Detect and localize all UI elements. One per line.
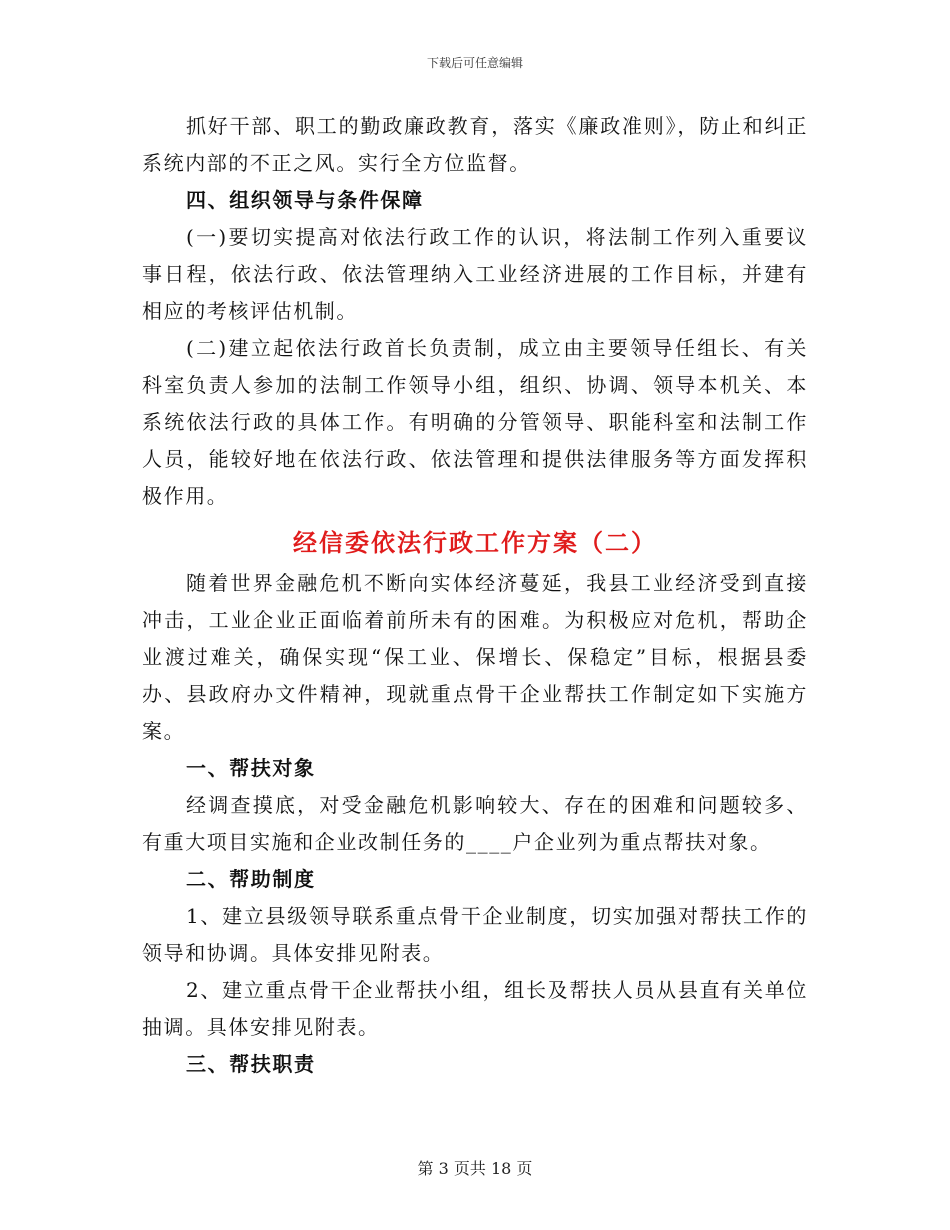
document-title: 经信委依法行政工作方案（二）: [293, 528, 657, 557]
paragraph-targets: 经调查摸底，对受金融危机影响较大、存在的困难和问题较多、有重大项目实施和企业改制任务的____户企业列为重点帮扶对象。: [142, 793, 808, 854]
section-heading-system: 二、帮助制度: [186, 867, 316, 891]
paragraph-introduction: 随着世界金融危机不断向实体经济蔓延，我县工业经济受到直接冲击，工业企业正面临着前所未有的困难。为积极应对危机，帮助企业渡过难关，确保实现“保工业、保增长、保稳定”目标，根据县委办、县政府办文件精神，现就重点骨干企业帮扶工作制定如下实施方案。: [142, 571, 808, 743]
page-footer: 第 3 页共 18 页: [417, 1159, 533, 1178]
page-header: 下载后可任意编辑: [426, 56, 523, 70]
section-heading-targets: 一、帮扶对象: [186, 756, 316, 780]
document-body: [142, 108, 808, 1083]
section-heading-organization: 四、组织领导与条件保障: [186, 188, 424, 212]
paragraph-item-two: (二)建立起依法行政首长负责制，成立由主要领导任组长、有关科室负责人参加的法制工作领导小组，组织、协调、领导本机关、本系统依法行政的具体工作。有明确的分管领导、职能科室和法制工作人员，能较好地在依法行政、依法管理和提供法律服务等方面发挥积极作用。: [142, 336, 808, 508]
paragraph-item-one: (一)要切实提高对依法行政工作的认识，将法制工作列入重要议事日程，依法行政、依法管理纳入工业经济进展的工作目标，并建有相应的考核评估机制。: [142, 225, 808, 323]
section-heading-duties: 三、帮扶职责: [186, 1052, 316, 1076]
paragraph-clean-government: 抓好干部、职工的勤政廉政教育，落实《廉政准则》，防止和纠正系统内部的不正之风。实行全方位监督。: [142, 114, 808, 175]
paragraph-system-two: 2、建立重点骨干企业帮扶小组，组长及帮扶人员从县直有关单位抽调。具体安排见附表。: [142, 978, 808, 1039]
paragraph-system-one: 1、建立县级领导联系重点骨干企业制度，切实加强对帮扶工作的领导和协调。具体安排见附表。: [142, 904, 808, 965]
